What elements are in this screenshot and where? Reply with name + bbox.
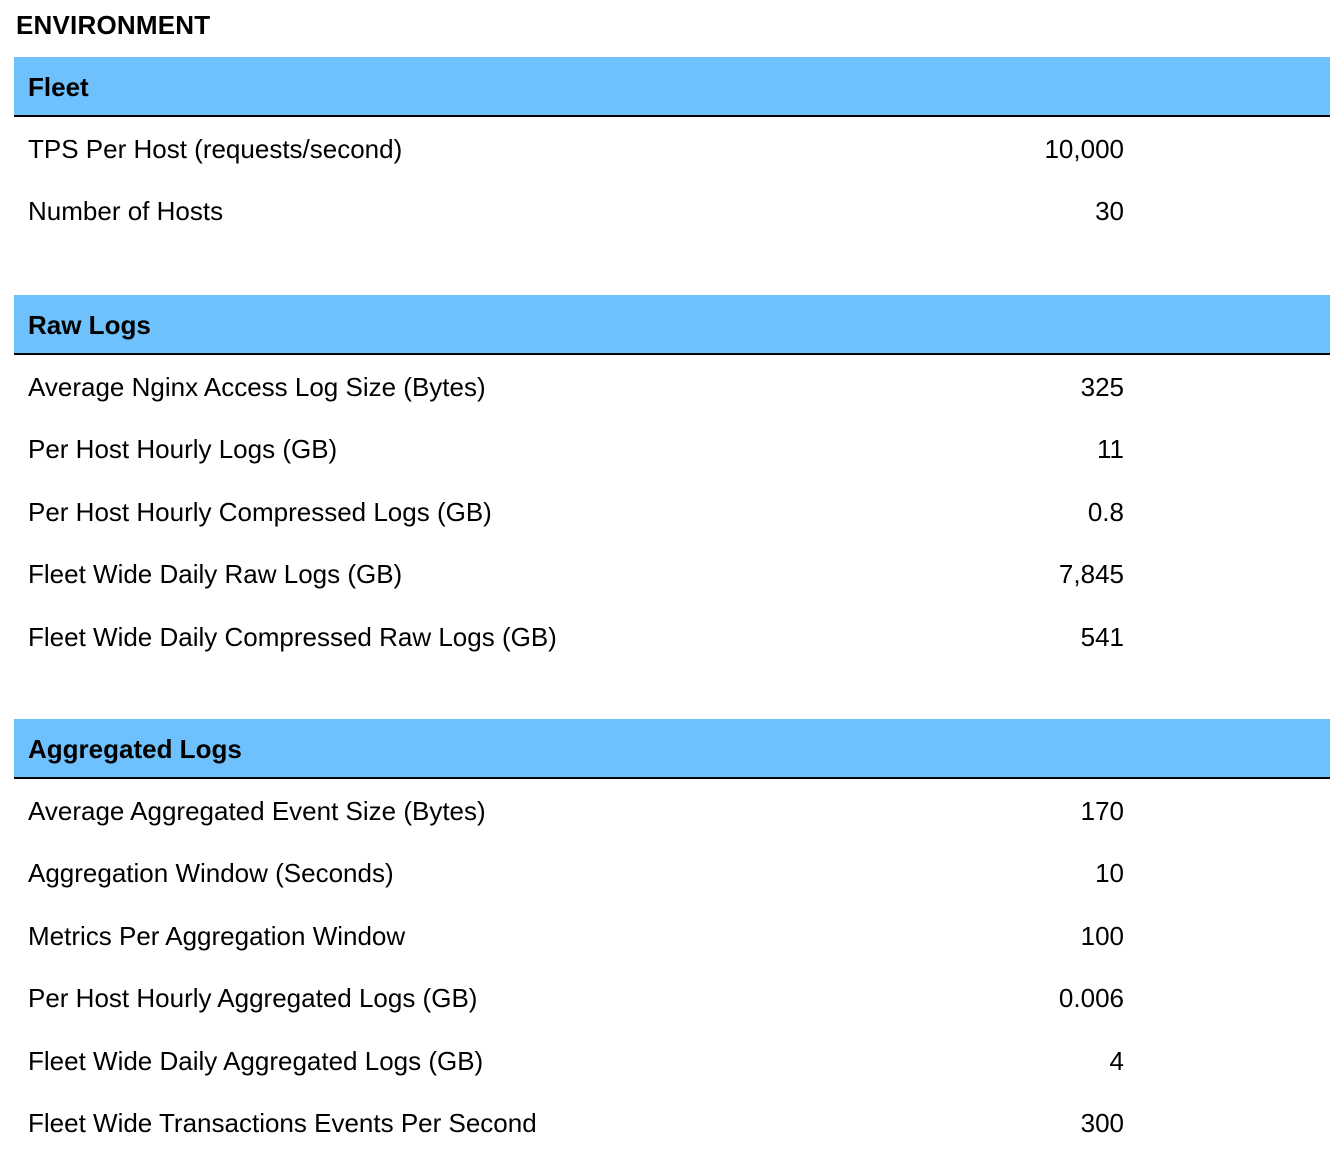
row-value: 300: [1080, 1107, 1124, 1138]
row-label: Fleet Wide Daily Compressed Raw Logs (GB): [28, 621, 557, 652]
section-title: Aggregated Logs: [28, 734, 242, 764]
table-row: [14, 1091, 1330, 1153]
table-row: [14, 1029, 1330, 1091]
row-value: 541: [1080, 621, 1124, 652]
table-row: [14, 605, 1330, 667]
row-value: 4: [1109, 1045, 1124, 1076]
section-title: Raw Logs: [28, 310, 151, 340]
row-value: 7,845: [1058, 559, 1124, 590]
table-row: [14, 117, 1330, 179]
row-value: 170: [1080, 796, 1124, 826]
table-row: [14, 417, 1330, 479]
row-value: 10,000: [1044, 134, 1124, 164]
row-value: 0.006: [1058, 983, 1124, 1014]
section-header: [14, 57, 1330, 117]
table-row: [14, 542, 1330, 604]
table-row: [14, 779, 1330, 841]
table-row: [14, 355, 1330, 417]
page-title: ENVIRONMENT: [16, 10, 211, 40]
row-value: 100: [1080, 920, 1124, 951]
table-row: [14, 841, 1330, 903]
section-header: [14, 295, 1330, 355]
row-label: Fleet Wide Transactions Events Per Second: [28, 1107, 537, 1138]
row-label: Average Nginx Access Log Size (Bytes): [28, 372, 486, 402]
section-title: Fleet: [28, 72, 89, 102]
row-label: Per Host Hourly Logs (GB): [28, 434, 338, 465]
section-header: [14, 719, 1330, 779]
row-value: 0.8: [1087, 496, 1124, 527]
row-label: Metrics Per Aggregation Window: [28, 920, 406, 951]
row-label: TPS Per Host (requests/second): [28, 134, 403, 164]
section-raw-logs: [14, 295, 1330, 667]
row-value: 10: [1095, 858, 1124, 889]
row-label: Average Aggregated Event Size (Bytes): [28, 796, 486, 826]
section-aggregated-logs: [14, 719, 1330, 1153]
table-row: [14, 480, 1330, 542]
row-label: Per Host Hourly Aggregated Logs (GB): [28, 983, 478, 1014]
row-label: Per Host Hourly Compressed Logs (GB): [28, 496, 492, 527]
section-fleet: [14, 57, 1330, 242]
row-label: Fleet Wide Daily Raw Logs (GB): [28, 559, 403, 590]
row-label: Aggregation Window (Seconds): [28, 858, 394, 889]
row-value: 11: [1097, 434, 1124, 465]
row-label: Number of Hosts: [28, 196, 224, 227]
row-label: Fleet Wide Daily Aggregated Logs (GB): [28, 1045, 484, 1076]
table-row: [14, 966, 1330, 1028]
table-row: [14, 904, 1330, 966]
table-row: [14, 179, 1330, 241]
row-value: 325: [1080, 372, 1124, 402]
row-value: 30: [1095, 196, 1124, 227]
